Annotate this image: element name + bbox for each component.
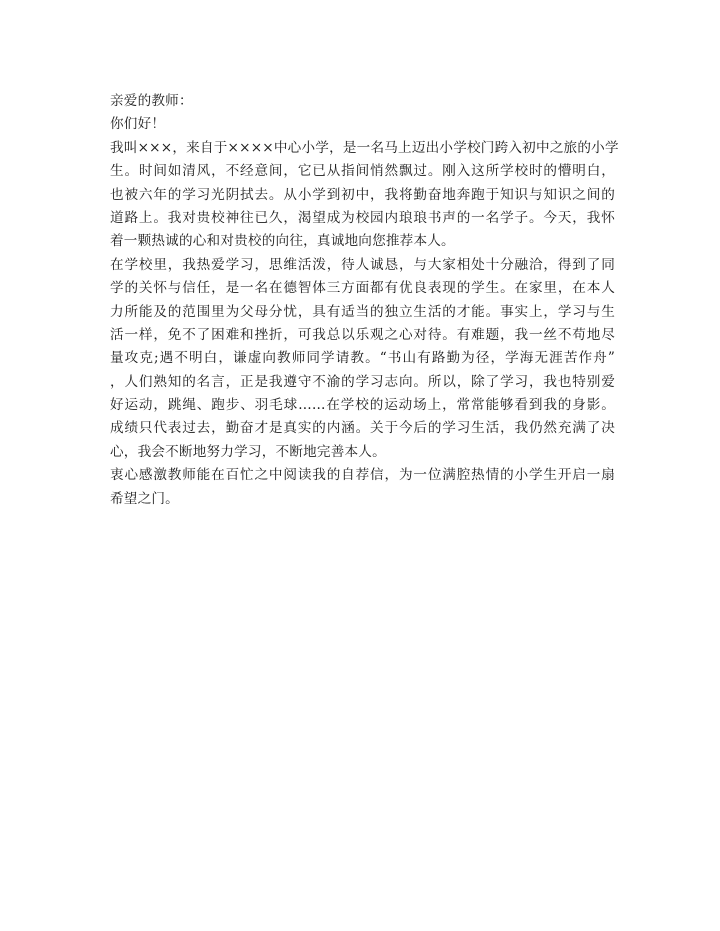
paragraph-1-line-4: 道路上。我对贵校神往已久，渴望成为校园内琅琅书声的一名学子。今天，我怀: [110, 209, 615, 226]
closing-line-2: 希望之门。: [110, 490, 179, 507]
closing-line-1: 衷心感激教师能在百忙之中阅读我的自荐信，为一位满腔热情的小学生开启一扇: [110, 467, 615, 484]
paragraph-2-line-5: 量攻克;遇不明白，谦虚向教师同学请教。“书山有路勤为径，学海无涯苦作舟”: [110, 350, 615, 367]
paragraph-1-line-2: 生。时间如清风，不经意间，它已从指间悄然飘过。刚入这所学校时的懵明白，: [110, 163, 615, 180]
paragraph-2-line-2: 学的关怀与信任，是一名在德智体三方面都有优良表现的学生。在家里，在本人: [110, 280, 615, 297]
paragraph-2-line-8: 成绩只代表过去，勤奋才是真实的内涵。关于今后的学习生活，我仍然充满了决: [110, 420, 615, 437]
paragraph-2-line-7: 好运动，跳绳、跑步、羽毛球……在学校的运动场上，常常能够看到我的身影。: [110, 397, 615, 414]
paragraph-2-line-1: 在学校里，我热爱学习，思维活泼，待人诚恳，与大家相处十分融洽，得到了同: [110, 256, 615, 273]
paragraph-2-line-4: 活一样，免不了困难和挫折，可我总以乐观之心对待。有难题，我一丝不苟地尽: [110, 326, 615, 343]
paragraph-2-line-6: ，人们熟知的名言，正是我遵守不渝的学习志向。所以，除了学习，我也特别爱: [110, 373, 615, 390]
paragraph-2-line-9: 心，我会不断地努力学习，不断地完善本人。: [110, 443, 386, 460]
paragraph-1-line-3: 也被六年的学习光阴拭去。从小学到初中，我将勤奋地奔跑于知识与知识之间的: [110, 186, 615, 203]
salutation: 亲爱的教师：: [110, 93, 193, 109]
letter-body: [110, 90, 619, 511]
paragraph-1-line-1: 我叫×××，来自于××××中心小学，是一名马上迈出小学校门跨入初中之旅的小学: [110, 139, 619, 156]
paragraph-2-line-3: 力所能及的范围里为父母分忧，具有适当的独立生活的才能。事实上，学习与生: [110, 303, 615, 320]
greeting: 你们好！: [110, 116, 166, 133]
paragraph-1-line-5: 着一颗热诚的心和对贵校的向往，真诚地向您推荐本人。: [110, 233, 455, 250]
